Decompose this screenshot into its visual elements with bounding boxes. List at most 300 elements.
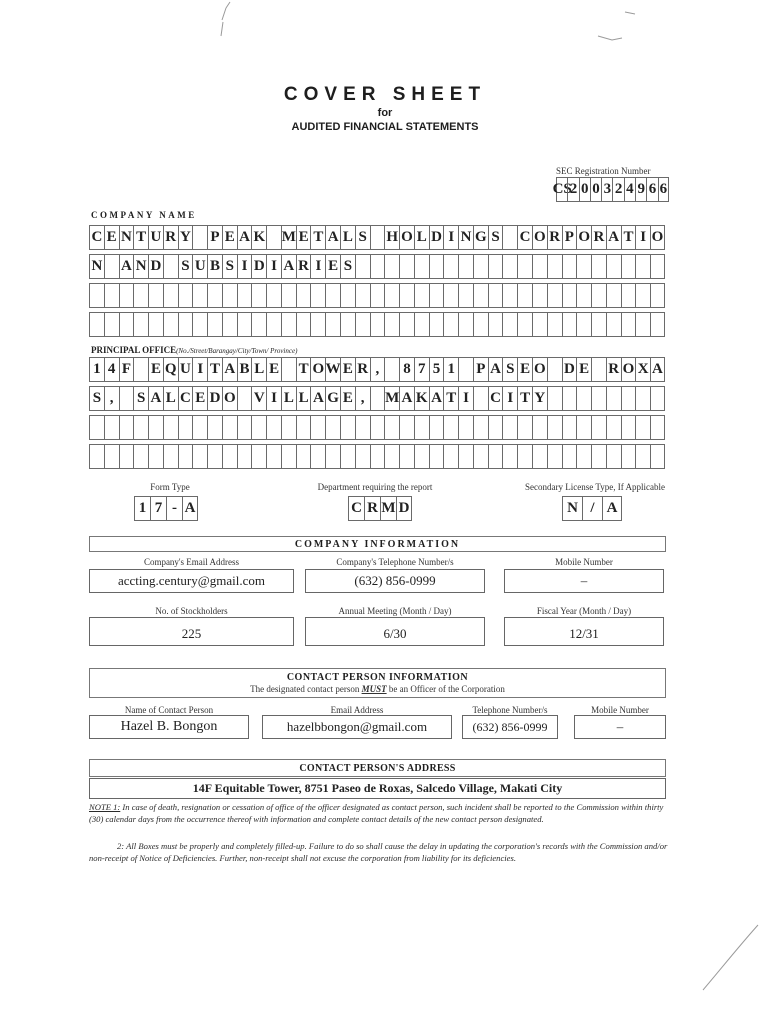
company-name-cell bbox=[237, 312, 252, 337]
principal-office-cell bbox=[222, 444, 237, 469]
company-name-cell: M bbox=[281, 225, 296, 250]
principal-office-cell bbox=[222, 415, 237, 440]
company-name-cell: D bbox=[148, 254, 163, 279]
sec-registration-cell: 6 bbox=[646, 177, 657, 202]
principal-office-cell: O bbox=[532, 357, 547, 382]
fiscal-year-label: Fiscal Year (Month / Day) bbox=[536, 606, 632, 616]
company-name-cell bbox=[355, 283, 370, 308]
principal-office-cell bbox=[414, 415, 429, 440]
stockholders-label: No. of Stockholders bbox=[155, 606, 228, 616]
principal-office-cell bbox=[325, 415, 340, 440]
company-name-cell bbox=[281, 312, 296, 337]
contact-email-box bbox=[262, 715, 452, 739]
address-value: 14F Equitable Tower, 8751 Paseo de Roxas, Salcedo Village, Makati City bbox=[192, 781, 563, 795]
annual-meeting-value: 6/30 bbox=[383, 626, 407, 641]
principal-office-cell: 4 bbox=[104, 357, 119, 382]
principal-office-cell bbox=[296, 444, 311, 469]
secondary-license-cells bbox=[562, 496, 622, 521]
company-name-cell: E bbox=[325, 254, 340, 279]
company-name-cell bbox=[606, 312, 621, 337]
principal-office-row bbox=[89, 386, 665, 411]
company-name-cell bbox=[517, 254, 532, 279]
company-name-cell: O bbox=[399, 225, 414, 250]
company-name-cell: P bbox=[562, 225, 577, 250]
principal-office-cell bbox=[237, 444, 252, 469]
principal-office-cell bbox=[384, 444, 399, 469]
company-name-cell bbox=[148, 283, 163, 308]
principal-office-cell bbox=[576, 386, 591, 411]
principal-office-cell bbox=[650, 444, 665, 469]
principal-office-cell bbox=[473, 415, 488, 440]
company-name-cell bbox=[458, 254, 473, 279]
company-name-cell bbox=[650, 312, 665, 337]
company-name-cell bbox=[443, 254, 458, 279]
company-name-cell bbox=[192, 312, 207, 337]
company-name-cell bbox=[163, 283, 178, 308]
company-name-cell: I bbox=[237, 254, 252, 279]
company-name-cell: A bbox=[119, 254, 134, 279]
company-name-cell bbox=[650, 254, 665, 279]
company-name-cell bbox=[443, 312, 458, 337]
note-2-text: All Boxes must be properly and completely filled-up. Failure to do so shall cause the delay in updating the corporation's records with the Commission and/or non-receipt of Notice of Deficiencies. Further, non-receipt shall not excuse the corporation from liability for its deficiencies. bbox=[89, 841, 668, 863]
principal-office-cell: D bbox=[207, 386, 222, 411]
principal-office-cell: W bbox=[325, 357, 340, 382]
company-name-cell: K bbox=[251, 225, 266, 250]
company-name-cell bbox=[488, 312, 503, 337]
principal-office-cell bbox=[237, 415, 252, 440]
company-name-cell bbox=[163, 254, 178, 279]
company-name-cell bbox=[163, 312, 178, 337]
principal-office-cell bbox=[119, 444, 134, 469]
company-phone-label: Company's Telephone Number/s bbox=[336, 557, 454, 567]
subheading-must: MUST bbox=[361, 684, 387, 694]
principal-office-cell: E bbox=[340, 386, 355, 411]
principal-office-cell: E bbox=[148, 357, 163, 382]
company-name-cell bbox=[384, 254, 399, 279]
principal-office-cell bbox=[547, 415, 562, 440]
company-name-cell bbox=[133, 312, 148, 337]
company-name-cell bbox=[325, 312, 340, 337]
principal-office-cell: O bbox=[621, 357, 636, 382]
principal-office-cell bbox=[606, 415, 621, 440]
company-name-cell bbox=[635, 254, 650, 279]
principal-office-row bbox=[89, 444, 665, 469]
principal-office-cell bbox=[547, 357, 562, 382]
company-name-cell bbox=[532, 283, 547, 308]
principal-office-cell: Q bbox=[163, 357, 178, 382]
sec-registration-cell: 2 bbox=[612, 177, 623, 202]
principal-office-cell: 8 bbox=[399, 357, 414, 382]
company-name-cell bbox=[237, 283, 252, 308]
department-cell: R bbox=[364, 496, 380, 521]
principal-office-cell: E bbox=[517, 357, 532, 382]
company-name-cell bbox=[399, 283, 414, 308]
principal-office-cell bbox=[591, 357, 606, 382]
principal-office-cell bbox=[488, 444, 503, 469]
company-name-cell bbox=[178, 312, 193, 337]
contact-info-subheading bbox=[89, 684, 666, 694]
company-name-cell bbox=[133, 283, 148, 308]
principal-office-cell bbox=[635, 415, 650, 440]
principal-office-cell: I bbox=[458, 386, 473, 411]
company-name-cell bbox=[621, 312, 636, 337]
principal-office-cell: O bbox=[222, 386, 237, 411]
company-name-cell bbox=[119, 283, 134, 308]
title-for: for bbox=[377, 107, 393, 119]
company-name-cell bbox=[562, 283, 577, 308]
company-name-cell bbox=[621, 254, 636, 279]
principal-office-cell bbox=[591, 444, 606, 469]
company-name-cell bbox=[222, 312, 237, 337]
company-name-cell: I bbox=[310, 254, 325, 279]
company-name-cell bbox=[296, 312, 311, 337]
company-name-cell bbox=[473, 283, 488, 308]
principal-office-cell bbox=[133, 444, 148, 469]
company-name-cell bbox=[635, 312, 650, 337]
company-phone-box bbox=[305, 569, 485, 593]
principal-office-cell: S bbox=[502, 357, 517, 382]
principal-office-cell bbox=[207, 415, 222, 440]
company-name-cell bbox=[429, 283, 444, 308]
principal-office-cell bbox=[178, 415, 193, 440]
note-2 bbox=[89, 840, 669, 864]
company-email-value: accting.century@gmail.com bbox=[118, 573, 265, 588]
company-name-cell bbox=[399, 254, 414, 279]
stockholders-value: 225 bbox=[181, 626, 202, 641]
sec-registration-cells bbox=[552, 177, 669, 202]
contact-name-label: Name of Contact Person bbox=[124, 705, 214, 715]
secondary-license-cell: / bbox=[582, 496, 602, 521]
company-name-cell: O bbox=[532, 225, 547, 250]
company-name-cell: I bbox=[443, 225, 458, 250]
contact-email-value: hazelbbongon@gmail.com bbox=[286, 719, 428, 734]
principal-office-cell: I bbox=[192, 357, 207, 382]
company-name-cell bbox=[517, 283, 532, 308]
principal-office-cell: K bbox=[414, 386, 429, 411]
principal-office-cell: X bbox=[635, 357, 650, 382]
company-name-cell bbox=[502, 283, 517, 308]
company-name-cell: S bbox=[178, 254, 193, 279]
principal-office-cell bbox=[458, 444, 473, 469]
department-cell: D bbox=[396, 496, 412, 521]
contact-email-label: Email Address bbox=[330, 705, 384, 715]
company-name-row bbox=[89, 254, 665, 279]
company-name-cell: Y bbox=[178, 225, 193, 250]
company-mobile-value: – bbox=[580, 573, 588, 588]
company-name-cell bbox=[443, 283, 458, 308]
company-name-row bbox=[89, 283, 665, 308]
company-name-cell bbox=[340, 283, 355, 308]
principal-office-cell bbox=[281, 444, 296, 469]
principal-office-cell bbox=[163, 415, 178, 440]
contact-mobile-value: – bbox=[616, 719, 624, 734]
department-cell: C bbox=[348, 496, 364, 521]
company-name-cell bbox=[635, 283, 650, 308]
company-name-cell bbox=[532, 312, 547, 337]
company-name-cell bbox=[148, 312, 163, 337]
contact-info-heading: CONTACT PERSON INFORMATION bbox=[286, 672, 469, 683]
secondary-license-cell: A bbox=[602, 496, 622, 521]
principal-office-sublabel: (No./Street/Barangay/City/Town/ Province) bbox=[176, 347, 298, 355]
company-name-cell bbox=[399, 312, 414, 337]
company-name-cell: O bbox=[576, 225, 591, 250]
principal-office-cell bbox=[325, 444, 340, 469]
subheading-pre: The designated contact person bbox=[250, 684, 362, 694]
company-mobile-label: Mobile Number bbox=[555, 557, 613, 567]
principal-office-cell bbox=[473, 386, 488, 411]
principal-office-cell bbox=[192, 415, 207, 440]
company-name-cell bbox=[355, 312, 370, 337]
principal-office-cell bbox=[133, 357, 148, 382]
company-name-grid bbox=[89, 225, 665, 341]
company-name-cell bbox=[429, 312, 444, 337]
principal-office-cell bbox=[251, 444, 266, 469]
company-name-cell: U bbox=[192, 254, 207, 279]
principal-office-cell: S bbox=[133, 386, 148, 411]
company-name-cell bbox=[591, 254, 606, 279]
principal-office-cell bbox=[650, 415, 665, 440]
company-name-cell bbox=[547, 312, 562, 337]
form-type-cell: 1 bbox=[134, 496, 150, 521]
stockholders-box bbox=[89, 617, 294, 646]
contact-name-box bbox=[89, 715, 249, 739]
principal-office-cell bbox=[650, 386, 665, 411]
company-name-cell bbox=[104, 254, 119, 279]
principal-office-cell bbox=[192, 444, 207, 469]
subheading-post: be an Officer of the Corporation bbox=[386, 684, 505, 694]
company-name-cell bbox=[547, 254, 562, 279]
company-name-cell bbox=[251, 312, 266, 337]
principal-office-cell: A bbox=[399, 386, 414, 411]
form-type-label: Form Type bbox=[150, 482, 190, 492]
principal-office-cell: , bbox=[355, 386, 370, 411]
scribble-bottom-right bbox=[703, 925, 758, 990]
company-name-cell bbox=[502, 254, 517, 279]
company-name-cell bbox=[606, 283, 621, 308]
sec-registration-cell: 9 bbox=[635, 177, 646, 202]
company-name-cell bbox=[178, 283, 193, 308]
company-name-cell: L bbox=[340, 225, 355, 250]
company-name-cell bbox=[384, 312, 399, 337]
company-name-cell: B bbox=[207, 254, 222, 279]
principal-office-cell bbox=[429, 444, 444, 469]
principal-office-cell bbox=[251, 415, 266, 440]
company-name-cell bbox=[488, 254, 503, 279]
principal-office-cell bbox=[502, 415, 517, 440]
company-name-cell: S bbox=[340, 254, 355, 279]
principal-office-cell: U bbox=[178, 357, 193, 382]
principal-office-cell: E bbox=[266, 357, 281, 382]
company-name-cell bbox=[119, 312, 134, 337]
principal-office-cell: T bbox=[207, 357, 222, 382]
principal-office-cell: T bbox=[296, 357, 311, 382]
sec-registration-cell: 0 bbox=[579, 177, 590, 202]
principal-office-cell bbox=[119, 386, 134, 411]
principal-office-cell bbox=[104, 415, 119, 440]
company-name-cell bbox=[266, 225, 281, 250]
company-name-cell bbox=[473, 254, 488, 279]
company-name-cell bbox=[576, 312, 591, 337]
company-name-cell bbox=[547, 283, 562, 308]
principal-office-cell bbox=[635, 386, 650, 411]
company-name-cell: D bbox=[251, 254, 266, 279]
principal-office-cell: 1 bbox=[443, 357, 458, 382]
company-name-cell bbox=[192, 225, 207, 250]
company-name-cell bbox=[576, 283, 591, 308]
company-name-cell: T bbox=[310, 225, 325, 250]
principal-office-cell bbox=[355, 444, 370, 469]
annual-meeting-label: Annual Meeting (Month / Day) bbox=[338, 606, 452, 616]
principal-office-cell: , bbox=[104, 386, 119, 411]
principal-office-cell bbox=[163, 444, 178, 469]
company-email-box bbox=[89, 569, 294, 593]
principal-office-cell bbox=[148, 415, 163, 440]
principal-office-cell: V bbox=[251, 386, 266, 411]
principal-office-cell bbox=[576, 415, 591, 440]
principal-office-cell bbox=[119, 415, 134, 440]
company-name-cell bbox=[370, 225, 385, 250]
company-name-cell: R bbox=[591, 225, 606, 250]
principal-office-cell: B bbox=[237, 357, 252, 382]
principal-office-cell bbox=[547, 386, 562, 411]
principal-office-cell: T bbox=[517, 386, 532, 411]
company-name-cell: A bbox=[325, 225, 340, 250]
company-name-cell: R bbox=[547, 225, 562, 250]
principal-office-cell bbox=[399, 415, 414, 440]
principal-office-cell: D bbox=[562, 357, 577, 382]
principal-office-cell: A bbox=[222, 357, 237, 382]
company-name-cell bbox=[562, 254, 577, 279]
company-name-cell bbox=[650, 283, 665, 308]
company-name-cell: N bbox=[133, 254, 148, 279]
principal-office-cell: G bbox=[325, 386, 340, 411]
company-name-cell bbox=[532, 254, 547, 279]
document-title: COVER SHEET bbox=[283, 84, 487, 105]
principal-office-cell bbox=[399, 444, 414, 469]
principal-office-cell bbox=[370, 415, 385, 440]
company-name-cell: P bbox=[207, 225, 222, 250]
company-name-cell: E bbox=[222, 225, 237, 250]
company-info-heading: COMPANY INFORMATION bbox=[294, 539, 461, 550]
principal-office-cell bbox=[207, 444, 222, 469]
principal-office-cell bbox=[458, 415, 473, 440]
principal-office-cell: C bbox=[178, 386, 193, 411]
company-name-cell: G bbox=[473, 225, 488, 250]
company-name-row bbox=[89, 225, 665, 250]
document-subtitle: AUDITED FINANCIAL STATEMENTS bbox=[291, 121, 479, 133]
principal-office-cell bbox=[148, 444, 163, 469]
company-name-cell: A bbox=[237, 225, 252, 250]
company-name-cell bbox=[192, 283, 207, 308]
sec-registration-cell: 3 bbox=[601, 177, 612, 202]
principal-office-cell: R bbox=[355, 357, 370, 382]
company-name-cell bbox=[502, 312, 517, 337]
principal-office-cell bbox=[532, 415, 547, 440]
address-box bbox=[89, 778, 666, 799]
principal-office-cell bbox=[384, 357, 399, 382]
company-name-cell: I bbox=[635, 225, 650, 250]
contact-name-value: Hazel B. Bongon bbox=[120, 719, 218, 734]
company-name-cell: U bbox=[148, 225, 163, 250]
company-name-cell bbox=[576, 254, 591, 279]
principal-office-cell bbox=[237, 386, 252, 411]
principal-office-cell bbox=[355, 415, 370, 440]
principal-office-cell bbox=[89, 444, 104, 469]
secondary-license-cell: N bbox=[562, 496, 582, 521]
principal-office-cell bbox=[547, 444, 562, 469]
principal-office-title: PRINCIPAL OFFICE bbox=[91, 345, 177, 355]
principal-office-cell bbox=[606, 386, 621, 411]
principal-office-cell bbox=[281, 357, 296, 382]
principal-office-cell: M bbox=[384, 386, 399, 411]
company-name-cell bbox=[281, 283, 296, 308]
principal-office-cell bbox=[591, 415, 606, 440]
principal-office-row bbox=[89, 415, 665, 440]
sec-registration-cell: CS bbox=[556, 177, 567, 202]
principal-office-cell bbox=[310, 444, 325, 469]
principal-office-cell bbox=[104, 444, 119, 469]
company-name-cell: A bbox=[606, 225, 621, 250]
company-phone-value: (632) 856-0999 bbox=[354, 573, 436, 588]
company-name-cell bbox=[414, 283, 429, 308]
company-name-cell bbox=[370, 283, 385, 308]
principal-office-cell: , bbox=[370, 357, 385, 382]
company-name-cell bbox=[207, 312, 222, 337]
company-name-cell bbox=[104, 312, 119, 337]
company-name-cell: A bbox=[281, 254, 296, 279]
company-email-label: Company's Email Address bbox=[143, 557, 240, 567]
principal-office-cell bbox=[414, 444, 429, 469]
principal-office-cell bbox=[458, 357, 473, 382]
company-name-cell: R bbox=[296, 254, 311, 279]
sec-registration-cell: 4 bbox=[624, 177, 635, 202]
company-name-cell bbox=[310, 283, 325, 308]
sec-registration-cell: 6 bbox=[658, 177, 669, 202]
principal-office-cell: A bbox=[488, 357, 503, 382]
company-name-cell: L bbox=[414, 225, 429, 250]
company-name-cell: N bbox=[458, 225, 473, 250]
principal-office-cell bbox=[443, 444, 458, 469]
principal-office-cell bbox=[370, 444, 385, 469]
department-label: Department requiring the report bbox=[317, 482, 433, 492]
principal-office-cell: S bbox=[89, 386, 104, 411]
company-name-cell bbox=[517, 312, 532, 337]
company-name-cell: H bbox=[384, 225, 399, 250]
principal-office-cell: L bbox=[251, 357, 266, 382]
company-name-cell bbox=[591, 312, 606, 337]
principal-office-cell bbox=[340, 444, 355, 469]
company-name-label: COMPANY NAME bbox=[91, 210, 197, 220]
principal-office-cell: E bbox=[340, 357, 355, 382]
principal-office-cell: P bbox=[473, 357, 488, 382]
form-type-cell: 7 bbox=[150, 496, 166, 521]
company-name-cell: C bbox=[89, 225, 104, 250]
principal-office-cell: L bbox=[296, 386, 311, 411]
principal-office-cell bbox=[532, 444, 547, 469]
secondary-license-label: Secondary License Type, If Applicable bbox=[525, 482, 665, 492]
company-name-cell: E bbox=[296, 225, 311, 250]
principal-office-grid bbox=[89, 357, 665, 473]
company-name-cell bbox=[606, 254, 621, 279]
company-name-cell: E bbox=[104, 225, 119, 250]
company-mobile-box bbox=[504, 569, 664, 593]
principal-office-cell bbox=[340, 415, 355, 440]
principal-office-cell bbox=[562, 386, 577, 411]
company-name-cell: T bbox=[133, 225, 148, 250]
company-name-cell bbox=[340, 312, 355, 337]
principal-office-cell: O bbox=[310, 357, 325, 382]
company-name-cell bbox=[104, 283, 119, 308]
